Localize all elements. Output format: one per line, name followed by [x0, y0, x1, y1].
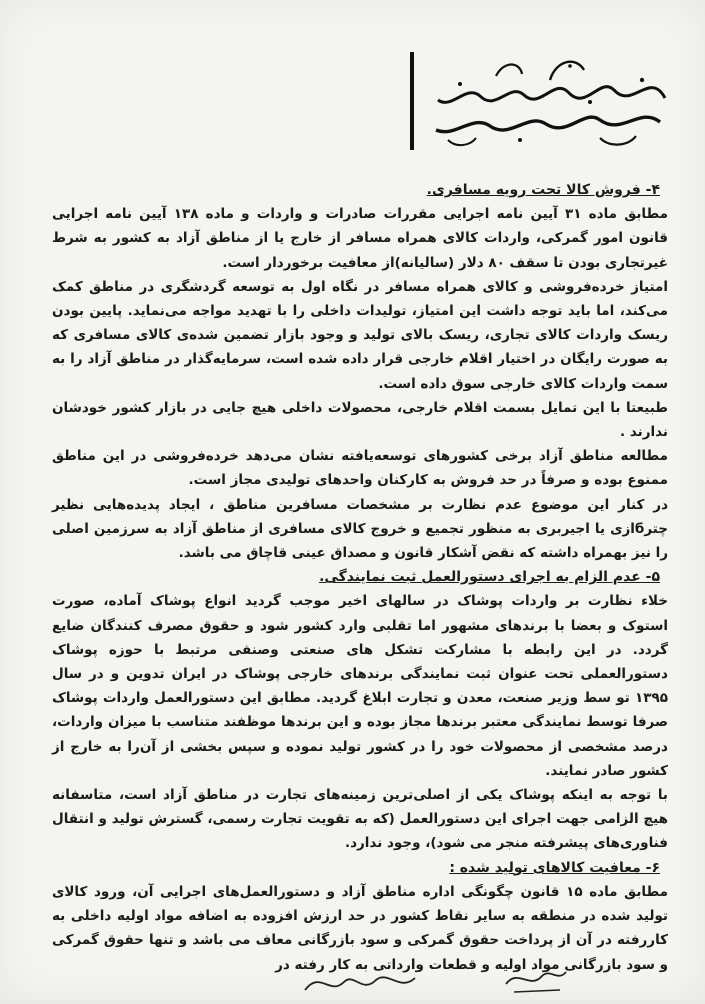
paragraph: در کنار این موضوع عدم نظارت بر مشخصات مسافرین مناطق ، ایجاد پدیده‌هایی نظیر چترбازی یا اجیربری به منظور تجمیع و خروج کالای مسافری از مناطق آزاد به سرزمین اصلی را نیز بهمراه داشته که نقض آشکار قانون و مصداق عینی قاچاق می باشد. [52, 496, 668, 562]
paragraph: مطابق ماده ۳۱ آیین نامه اجرایی مقررات صادرات و واردات و ماده ۱۳۸ آیین نامه اجرایی قانون امور گمرکی، واردات کالای همراه مسافر از خارج یا از مناطق آزاد به کشور به شرط غیرتجاری بودن تا سقف ۸۰ دلار (سالیانه)از معافیت برخوردار است. [52, 206, 669, 271]
letter-body [52, 178, 668, 977]
paragraph: با توجه به اینکه پوشاک یکی از اصلی‌ترین زمینه‌های تجارت در مناطق آزاد است، متاسفانه هیچ الزامی جهت اجرای این دستورالعمل (که به تقویت تجارت رسمی، گسترش تولید و انتقال فناوری‌های پیشرفته منجر می شود)، وجود ندارد. [52, 787, 668, 852]
paragraph: خلاء نظارت بر واردات پوشاک در سالهای اخیر موجب گردید انواع پوشاک آماده، صورت استوک و بعضا با برندهای مشهور اما تقلبی وارد کشور شود و حقوق مصرف کنندگان ضایع گردد. در این رابطه با مشارکت تشکل های صنعتی وصنفی مرتبط با حوزه پوشاک دستورالعملی تحت عنوان ثبت نمایندگی برندهای خارجی پوشاک در ایران تدوین و در سال ۱۳۹۵ تو سط وزیر صنعت، معدن و تجارت ابلاغ گردید. مطابق این دستورالعمل واردات پوشاک صرفا توسط نمایندگی معتبر برندها مجاز بوده و این برندها موظفند متناسب با میزان واردات، درصد مشخصی از محصولات خود را در کشور تولید نموده و سپس بخشی از آن‌را به خارج از کشور صادر نمایند. [52, 593, 668, 779]
letterhead-logo [400, 40, 675, 160]
paragraph: مطالعه مناطق آزاد برخی کشورهای توسعه‌یافته نشان می‌دهد خرده‌فروشی در این مناطق ممنوع بوده و صرفاً در حد فروش به کارکنان واحدهای تولیدی مجاز است. [52, 448, 668, 489]
section-heading-5: ۵- عدم الزام به اجرای دستورالعمل ثبت نمایندگی. [319, 569, 660, 586]
signature-right [500, 960, 570, 1000]
section-heading-4: ۴- فروش کالا تحت رویه مسافری. [426, 182, 660, 198]
section-heading-6: ۶- معافیت کالاهای تولید شده : [449, 859, 660, 876]
paragraph: مطابق ماده ۱۵ قانون چگونگی اداره مناطق آزاد و دستورالعمل‌های اجرایی آن، ورود کالای تولید شده در منطقه به سایر نقاط کشور در حد ارزش افزوده به اضافه مواد اولیه داخلی به کاررفته در آن از پرداخت حقوق گمرکی و سود بازرگانی معاف می باشد و تنها حقوق گمرکی و سود بازرگانی مواد اولیه و قطعات وارداتی به کار رفته در [52, 883, 668, 973]
signature-left [300, 960, 420, 1000]
paragraph: طبیعتا با این تمایل بسمت اقلام خارجی، محصولات داخلی هیچ جایی در بازار کشور خودشان ندارند . [52, 399, 668, 441]
paragraph: امتیاز خرده‌فروشی و کالای همراه مسافر در نگاه اول به توسعه گردشگری در مناطق کمک می‌کند، اما باید توجه داشت این امتیاز، تولیدات داخلی را با تهدید مواجه می‌نماید. پایین بودن ریسک واردات کالای تجاری، ریسک بالای تولید و وجود بازار تضمین شده‌ی کالای مسافری که به صورت رایگان در اختیار اقلام خارجی قرار داده شده است، سرمایه‌گذار در مناطق آزاد را به سمت واردات کالای خارجی سوق داده است. [52, 278, 668, 392]
calligraphy-logo [400, 40, 675, 160]
